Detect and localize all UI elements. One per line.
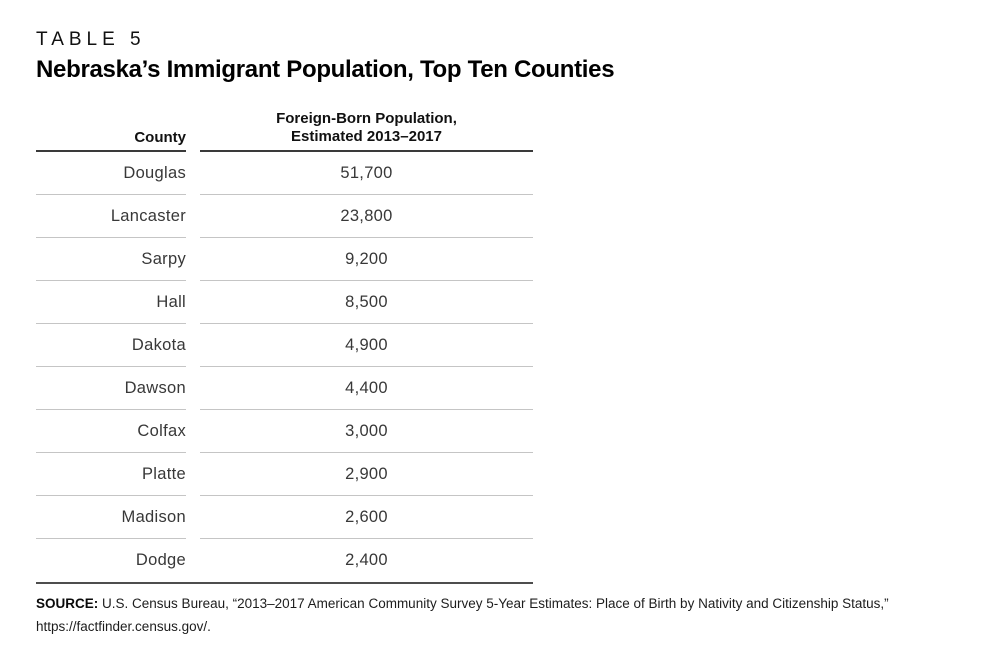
column-gap (186, 195, 200, 238)
table-figure (36, 28, 966, 638)
value-cell: 9,200 (200, 238, 533, 281)
column-gap (186, 496, 200, 539)
value-cell: 8,500 (200, 281, 533, 324)
county-cell: Dawson (36, 367, 186, 410)
column-gap (186, 367, 200, 410)
table-row (36, 539, 533, 582)
table-row (36, 410, 533, 453)
table-row (36, 453, 533, 496)
column-gap (186, 110, 200, 152)
column-gap (186, 453, 200, 496)
column-header-population-line2: Estimated 2013–2017 (291, 128, 442, 145)
column-header-county: County (36, 110, 186, 152)
column-gap (186, 281, 200, 324)
column-gap (186, 539, 200, 582)
table-header-row (36, 110, 533, 152)
column-gap (186, 410, 200, 453)
value-cell: 51,700 (200, 152, 533, 195)
value-cell: 2,900 (200, 453, 533, 496)
column-gap (186, 152, 200, 195)
source-note (36, 592, 948, 638)
county-cell: Colfax (36, 410, 186, 453)
table-row (36, 496, 533, 539)
figure-title: Nebraska’s Immigrant Population, Top Ten Counties (36, 56, 615, 83)
county-cell: Lancaster (36, 195, 186, 238)
data-table (36, 110, 533, 584)
column-gap (186, 238, 200, 281)
county-cell: Dakota (36, 324, 186, 367)
table-bottom-rule (36, 582, 533, 584)
table-row (36, 152, 533, 195)
county-cell: Platte (36, 453, 186, 496)
table-row (36, 324, 533, 367)
source-text: U.S. Census Bureau, “2013–2017 American Community Survey 5-Year Estimates: Place of Birth by Nativity and Citizenship Status,” https://factfinder.census.gov/. (36, 596, 889, 634)
table-label: TABLE 5 (36, 29, 146, 50)
column-gap (186, 324, 200, 367)
value-cell: 3,000 (200, 410, 533, 453)
value-cell: 23,800 (200, 195, 533, 238)
county-cell: Douglas (36, 152, 186, 195)
value-cell: 2,600 (200, 496, 533, 539)
county-cell: Dodge (135, 551, 186, 569)
table-row (36, 195, 533, 238)
value-cell: 4,900 (200, 324, 533, 367)
column-header-population-line1: Foreign-Born Population, (276, 110, 457, 127)
table-row (36, 238, 533, 281)
county-cell: Madison (36, 496, 186, 539)
source-label: SOURCE: (36, 596, 99, 611)
value-cell: 4,400 (200, 367, 533, 410)
table-row (36, 367, 533, 410)
county-cell: Sarpy (36, 238, 186, 281)
table-row (36, 281, 533, 324)
column-header-population (200, 110, 533, 152)
county-cell: Hall (36, 281, 186, 324)
value-cell: 2,400 (345, 551, 388, 569)
